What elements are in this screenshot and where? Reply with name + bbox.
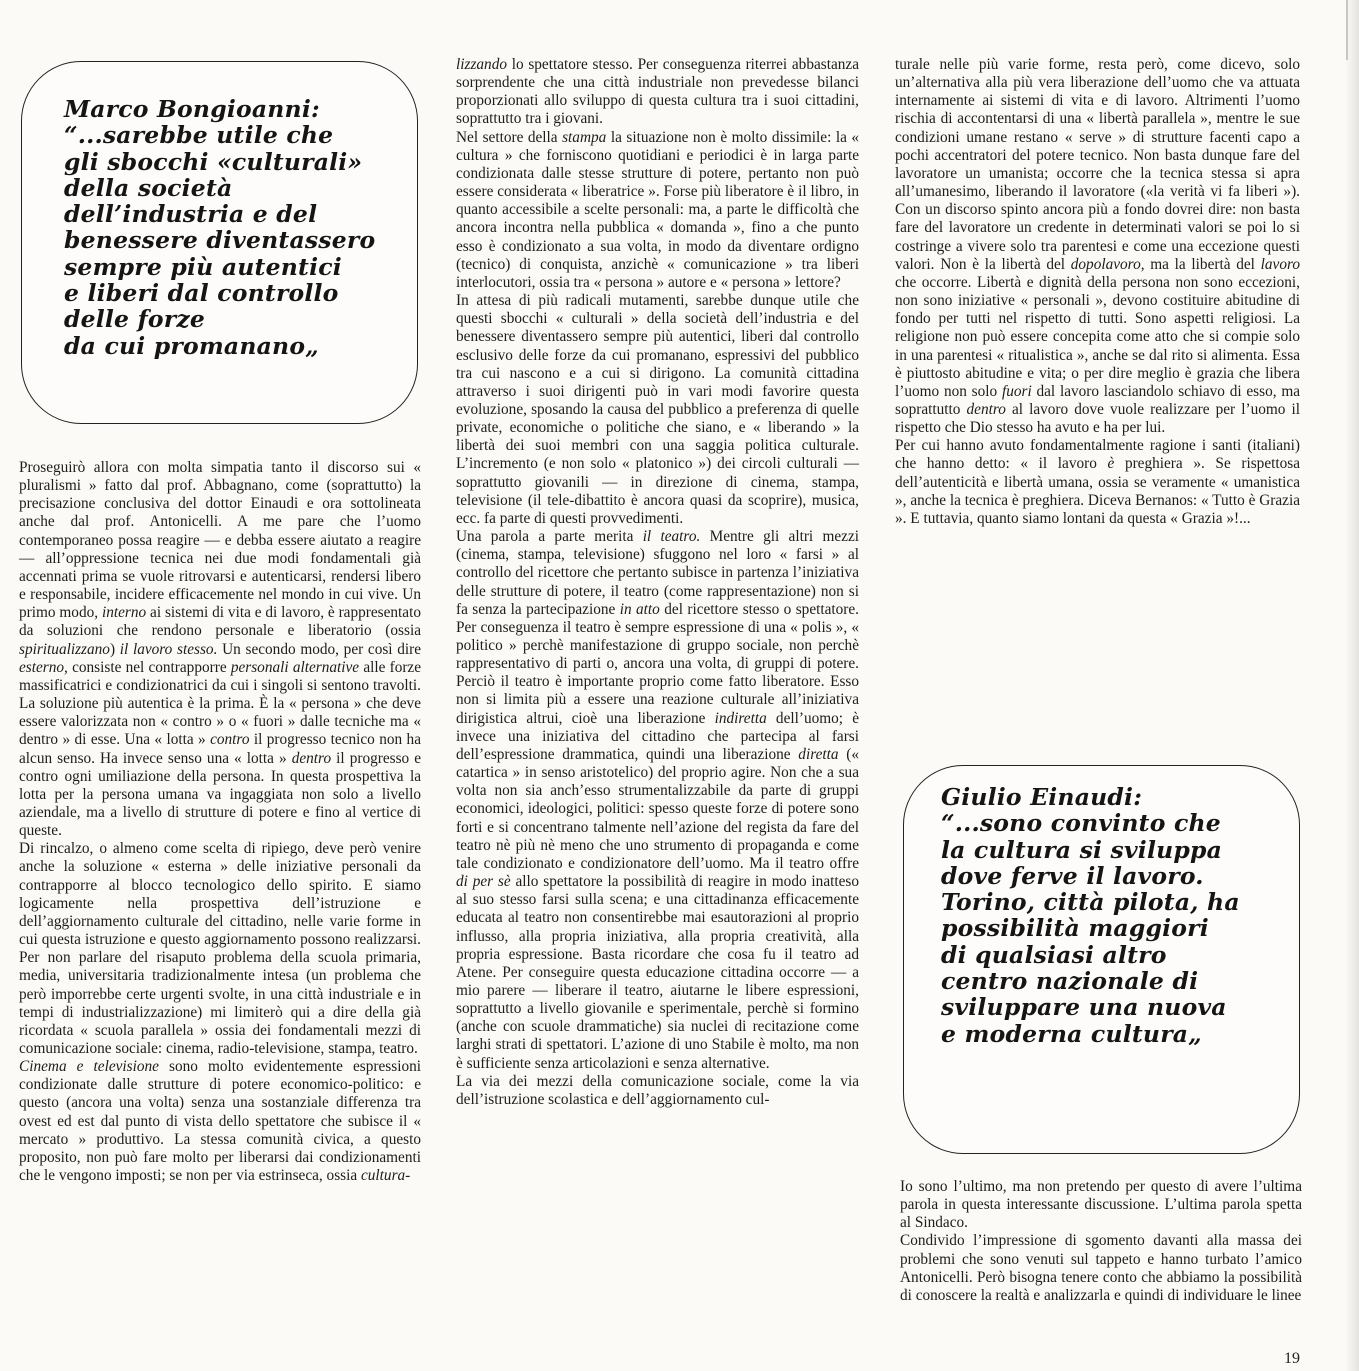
paragraph: Una parola a parte merita il teatro. Mentre gli altri mezzi (cinema, stampa, televisione) sfuggono nel loro « farsi » al controllo del ricettore che pertanto subisce in partenza l’iniziativa delle strutture di potere, il teatro (come rappresentazione) non si fa senza la partecipazione in atto del ricettore stesso o spettatore. Per conseguenza il teatro è sempre espressione di una « polis », « politico » perchè manifestazione di gruppo sociale, non perchè rappresentativo di parti o, ancora una volta, di gruppi di potere. Perciò il teatro è importante proprio come fatto liberatore. Esso non si limita più a essere una reazione culturale all’iniziativa dirigistica altrui, cioè una liberazione indiretta dell’uomo; è invece una iniziativa del cittadino che partecipa al farsi dell’espressione drammatica, quindi una liberazione diretta (« catartica » in senso aristotelico) del proprio agire. Non che a sua volta non sia anch’esso strumentalizzabile da parte di gruppi economici, ideologici, politici: spesso queste forze di potere sono forti e si concentrano talmente nell’azione del regista da fare del teatro nè più nè meno che uno strumento di propaganda e come tale condizionato e condizionatore dell’uomo. Ma il teatro offre di per sè allo spettatore la possibilità di reagire in modo inatteso al suo stesso farsi sulla scena; e una cittadinanza efficacemente educata al teatro non consentirebbe mai esautorazioni al proprio influsso, alla propria iniziativa, alla propria creatività, alla propria espressione. Basta ricordare che cosa fu il teatro ad Atene. Per conseguire questa educazione cittadina occorre — a mio parere — liberare il teatro, aiutarne le libere espressioni, soprattutto a livello giovanile e sperimentale, perchè si formino (anche con scuole drammatiche) sia nuclei di recitazione come larghi strati di spettatori. L’azione di uno Stabile è molto, ma non è sufficiente senza articolazioni e senza alternative. bbox=[456, 528, 860, 1072]
paragraph: In attesa di più radicali mutamenti, sarebbe dunque utile che questi sbocchi « culturali » della società dell’industria e del benessere diventassero sempre più autentici, liberi dal controllo esclusivo delle forze da cui promanano, espressivi del pubblico tra cui nascono e a cui si dirigono. La comunità cittadina attraverso i suoi dirigenti può in vari modi favorire questa evoluzione, sposando la causa del pubblico a preferenza di quelle private, economiche o politiche che siano, e « liberando » la libertà dei suoi membri con una saggia politica culturale. L’incremento (e non solo « platonico ») dei circoli culturali — soprattutto giovanili — in direzione di cinema, stampa, televisione (il tele-dibattito è ancora quasi da scoprire), musica, ecc. fa parte di questi provvedimenti. bbox=[456, 292, 859, 527]
quote-speaker: Giulio Einaudi: bbox=[941, 783, 1143, 811]
paragraph: Nel settore della stampa la situazione non è molto dissimile: la « cultura » che forniscono quotidiani e periodici è in larga parte condizionata dalle stesse strutture di potere, pertanto non può essere considerata « liberatrice ». Forse più liberatore è il libro, in quanto accessibile a scelte personali: ma, a parte le difficoltà che ancora incontra nella pubblica « domanda », fino a che punto esso è condizionato a sua volta, in modo da diventare ordigno (tecnico) di conquista, anzichè « comunicazione » tra liberi interlocutori, ossia tra « persona » autore e « persona » lettore? bbox=[456, 128, 860, 291]
quote-speaker: Marco Bongioanni: bbox=[64, 95, 320, 123]
page-number: 19 bbox=[1284, 1350, 1300, 1367]
paragraph: turale nelle più varie forme, resta però, come dicevo, solo un’alternativa alla più vera liberazione dell’uomo che va attuata internamente ai sistemi di vita e di lavoro. Altrimenti l’uomo rischia di accontentarsi di una « libertà parallela », mentre le sue condizioni umane restano « serve » di strutture facenti capo a pochi accentratori del potere tecnico. Non basta dunque fare del lavoratore un umanista; occorre che la tecnica stessa si apra all’umanesimo, liberando il lavoratore («la verità vi fa liberi »). Con un discorso spinto ancora più a fondo dovrei dire: non basta fare del lavoratore un credente in determinati valori se poi lo si costringe a vivere solo tra parentesi e come una eccezione questi valori. Non è la libertà del dopolavoro, ma la libertà del lavoro che occorre. Libertà e dignità della persona non sono eccezioni, non sono iniziative « personali », devono costituire abitudine di fondo per tutti nel rispetto di tutti. Sono aspetti religiosi. La religione non può essere concepita come atto che si compie solo in una parentesi « ritualistica », anche se dal rito si alimenta. Essa è piuttosto abitudine e vita; o per dire meglio è grazia che libera l’uomo non solo fuori dal lavoro lasciandolo schiavo di esso, ma soprattutto dentro al lavoro dove vuole realizzare per l’uomo il rispetto che Dio stesso ha avuto e ha per lui. bbox=[895, 56, 1301, 437]
paragraph: Di rincalzo, o almeno come scelta di ripiego, deve però venire anche la soluzione « esterna » delle iniziative personali da contrapporre al blocco tecnologico dello spirito. E siamo logicamente nella prospettiva dell’istruzione e dell’aggiornamento culturale del cittadino, nelle varie forme in cui questa istruzione e questo aggiornamento possono realizzarsi. Per non parlare del risaputo problema della scuola primaria, media, universitaria tradizionalmente intesa (un problema che però imporrebbe certe urgenti svolte, in una città industriale e in tempi di industrializzazione) mi limiterò qui a dire della già ricordata « scuola parallela » ossia dei fondamentali mezzi di comunicazione sociale: cinema, radio-televisione, stampa, teatro. bbox=[19, 840, 421, 1057]
article-column-3 bbox=[895, 56, 1300, 528]
paragraph: lizzando lo spettatore stesso. Per conseguenza riterrei abbastanza sorprendente che una città industriale non prevedesse bilanci proporzionati allo sviluppo di questa cultura tra i suoi cittadini, soprattutto tra i giovani. bbox=[456, 56, 859, 128]
quote-body: “...sarebbe utile che gli sbocchi «culturali» della società dell’industria e del benessere diventassero sempre più autentici e liberi dal controllo delle forze da cui promanano„ bbox=[64, 121, 376, 360]
paragraph: Io sono l’ultimo, ma non pretendo per questo di avere l’ultima parola in questa interessante discussione. L’ultima parola spetta al Sindaco. bbox=[900, 1178, 1302, 1232]
quote-text-einaudi bbox=[941, 784, 1291, 1047]
article-column-3-continued bbox=[900, 1178, 1302, 1305]
quote-box-bongioanni bbox=[21, 61, 418, 424]
article-column-2 bbox=[456, 56, 859, 1109]
paragraph: Proseguirò allora con molta simpatia tanto il discorso sui « pluralismi » fatto dal prof. Abbagnano, come (soprattutto) la precisazione conclusiva del dottor Einaudi e ora sottolineata anche dal prof. Antonicelli. A me pare che l’uomo contemporaneo possa reagire — e debba essere aiutato a reagire — all’oppressione tecnica nei due modi fondamentali già accennati prima se vuole ritrovarsi e autenticarsi, rendersi libero e responsabile, incidere efficacemente nel mondo in cui vive. Un primo modo, interno ai sistemi di vita e di lavoro, è rappresentato da soluzioni che rendono personale e liberatorio (ossia spiritualizzano) il lavoro stesso. Un secondo modo, per così dire esterno, consiste nel contrapporre personali alternative alle forze massificatrici e condizionatrici da cui i singoli si sentono travolti. La soluzione più autentica è la prima. È la « persona » che deve essere valorizzata non « contro » o « fuori » dalle tecniche ma « dentro » di esse. Una « lotta » contro il progresso tecnico non ha alcun senso. Ha invece senso una « lotta » dentro il progresso e contro ogni umiliazione della persona. In questa prospettiva la lotta per la persona umana va ingaggiata non solo a livello aziendale, ma a livello di strutture di potere e fino al vertice di queste. bbox=[19, 459, 422, 840]
article-column-1 bbox=[19, 459, 421, 1185]
paragraph: Condivido l’impressione di sgomento davanti alla massa dei problemi che sono venuti sul tappeto e hanno turbato l’amico Antonicelli. Però bisogna tenere conto che abbiamo la possibilità di conoscere la realtà e analizzarla e quindi di individuare le linee bbox=[900, 1232, 1302, 1304]
quote-body: “...sono convinto che la cultura si sviluppa dove ferve il lavoro. Torino, città pilota, ha possibilità maggiori di qualsiasi altro centro nazionale di sviluppare una nuova e moderna cultura„ bbox=[941, 809, 1240, 1048]
scan-edge bbox=[1345, 0, 1359, 1371]
paragraph: Per cui hanno avuto fondamentalmente ragione i santi (italiani) che hanno detto: « il lavoro è preghiera ». Se rispettosa dell’autenticità e libertà umana, ossia se veramente « umanistica », anche la tecnica è preghiera. Diceva Bernanos: « Tutto è Grazia ». E tuttavia, quanto siamo lontani da questa « Grazia »!... bbox=[895, 437, 1300, 527]
paragraph: La via dei mezzi della comunicazione sociale, come la via dell’istruzione scolastica e dell’aggiornamento cul- bbox=[456, 1072, 859, 1108]
quote-box-einaudi bbox=[903, 765, 1300, 1154]
scan-mark bbox=[1346, 0, 1348, 60]
paragraph: Cinema e televisione sono molto evidentemente espressioni condizionate dalle strutture di potere economico-politico: e questo (ancora una volta) senza una sostanziale differenza tra ovest ed est dal punto di vista dello spettatore che subisce il « mercato » produttivo. La stessa comunità civica, a questo proposito, non può fare molto per liberarsi dai condizionamenti che le vengono imposti; se non per via estrinseca, ossia cultura- bbox=[19, 1058, 421, 1185]
quote-text-bongioanni bbox=[64, 96, 409, 359]
